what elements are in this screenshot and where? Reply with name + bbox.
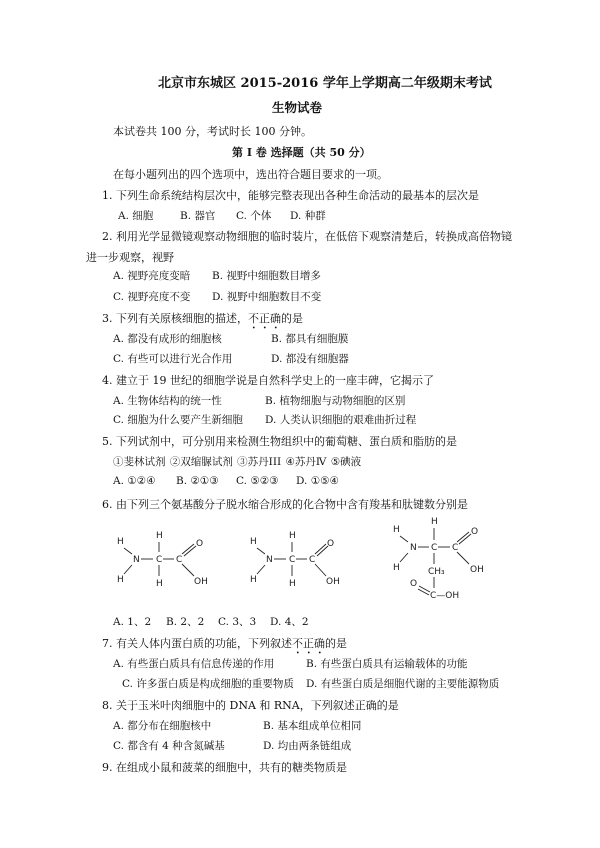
question-stem: 由下列三个氨基酸分子脱水缩合形成的化合物中含有羧基和肽键数分别是	[116, 498, 468, 511]
atom-h: H	[289, 579, 296, 589]
option-a: A. 1、2	[113, 616, 152, 628]
bond	[182, 564, 194, 576]
atom-c: C	[156, 555, 163, 565]
exam-title	[158, 72, 492, 91]
atom-h: H	[117, 537, 124, 547]
atom-n: N	[133, 555, 140, 565]
reagent-list: ①斐林试剂 ②双缩脲试剂 ③苏丹III ④苏丹Ⅳ ⑤碘液	[113, 456, 362, 468]
question-number: 6.	[102, 498, 113, 511]
option-c: C. 有些可以进行光合作用	[113, 353, 233, 365]
atom-h: H	[393, 563, 400, 573]
bond	[315, 564, 326, 576]
option-d: D. 视野中细胞数目不变	[212, 291, 322, 303]
exam-title-suffix: 学年上学期高二年级期末考试	[318, 76, 492, 91]
question-4	[102, 372, 434, 388]
option-b: B. 有些蛋白质具有运输载体的功能	[306, 658, 468, 670]
option-a: A. 都分布在细胞核中	[113, 720, 212, 732]
option-b: B. 2、2	[166, 616, 205, 628]
option-c: C. 3、3	[218, 616, 257, 628]
section-heading: 第 I 卷 选择题（共 50 分）	[232, 146, 371, 159]
question-3	[102, 310, 303, 332]
atom-n: N	[266, 555, 273, 565]
exam-title-years: 2015-2016	[240, 76, 319, 91]
atom-c: C	[176, 555, 183, 565]
exam-subject: 生物试卷	[272, 100, 323, 115]
option-d: D. 种群	[290, 210, 326, 222]
atom-o: O	[327, 539, 335, 549]
option-a: A. 生物体结构的统一性	[113, 395, 222, 407]
option-b: B. 视野中细胞数目增多	[212, 270, 321, 282]
amino-acid-3	[393, 517, 484, 601]
option-d: D. 都没有细胞器	[271, 353, 349, 365]
amino-acid-structures	[0, 510, 600, 610]
option-c: C. ⑤②③	[236, 475, 279, 487]
atom-c: C	[289, 555, 296, 565]
option-b: B. 基本组成单位相同	[263, 720, 362, 732]
option-c: C. 都含有 4 种含氮碱基	[113, 740, 225, 752]
atom-h: H	[393, 525, 400, 535]
atom-oh: OH	[194, 577, 208, 587]
atom-o: O	[410, 579, 418, 589]
atom-h: H	[250, 537, 257, 547]
atom-h: H	[117, 575, 124, 585]
question-7	[102, 635, 347, 657]
atom-h: H	[156, 531, 163, 541]
bond	[419, 586, 430, 592]
option-d: D. ①⑤④	[296, 475, 339, 487]
atom-oh: OH	[470, 565, 484, 575]
amino-acid-2	[250, 531, 340, 589]
question-number: 8.	[102, 699, 113, 712]
section-instruction: 在每小题列出的四个选项中，选出符合题目要求的一项。	[113, 168, 388, 181]
atom-h: H	[156, 579, 163, 589]
question-number: 2.	[102, 230, 113, 243]
option-c: C. 许多蛋白质是构成细胞的重要物质	[122, 678, 294, 690]
question-number: 4.	[102, 374, 113, 387]
question-number: 9.	[102, 761, 113, 774]
option-a: A. 都没有成形的细胞核	[113, 333, 222, 345]
option-d: D. 人类认识细胞的艰难曲折过程	[265, 414, 417, 426]
atom-h: H	[289, 531, 296, 541]
question-number: 5.	[102, 435, 113, 448]
atom-h: H	[250, 575, 257, 585]
bond	[257, 548, 265, 554]
atom-o: O	[471, 527, 479, 537]
question-stem: 下列有关原核细胞的描述，	[116, 312, 248, 325]
atom-c-oh: C—OH	[430, 591, 460, 601]
question-number: 1.	[102, 189, 113, 202]
option-d: D. 有些蛋白质是细胞代谢的主要能源物质	[306, 678, 500, 690]
atom-h: H	[431, 517, 438, 527]
option-a: A. ①②④	[113, 475, 156, 487]
bond	[457, 552, 469, 564]
question-stem: 下列试剂中，可分别用来检测生物组织中的葡萄糖、蛋白质和脂肪的是	[116, 435, 457, 448]
question-number: 3.	[102, 312, 113, 325]
question-8	[102, 697, 399, 713]
option-b: B. ②①③	[176, 475, 219, 487]
option-a: A. 细胞	[118, 210, 154, 222]
bond	[257, 565, 265, 574]
bond	[124, 548, 132, 554]
option-a: A. 有些蛋白质具有信息传递的作用	[113, 658, 275, 670]
bond	[400, 553, 408, 562]
question-stem: 在组成小鼠和菠菜的细胞中，共有的糖类物质是	[116, 761, 347, 774]
option-b: B. 都具有细胞膜	[271, 333, 349, 345]
bond	[400, 536, 408, 542]
atom-ch3: CH₃	[428, 567, 445, 577]
atom-c: C	[309, 555, 316, 565]
atom-n: N	[410, 543, 417, 553]
exam-intro: 本试卷共 100 分，考试时长 100 分钟。	[113, 125, 312, 138]
atom-c: C	[452, 543, 459, 553]
option-a: A. 视野亮度变暗	[113, 270, 191, 282]
atom-oh: OH	[326, 577, 340, 587]
atom-c: C	[431, 543, 438, 553]
emphasis-not-correct: 不正确	[248, 312, 281, 325]
question-2	[102, 228, 512, 244]
question-stem: 关于玉米叶肉细胞中的 DNA 和 RNA，下列叙述正确的是	[116, 699, 399, 712]
bond	[124, 565, 132, 574]
question-stem: 建立于 19 世纪的细胞学说是自然科学史上的一座丰碑，它揭示了	[116, 374, 434, 387]
option-d: D. 4、2	[270, 616, 309, 628]
question-5	[102, 433, 457, 449]
bond	[418, 589, 429, 595]
question-stem: 利用光学显微镜观察动物细胞的临时装片，在低倍下观察清楚后，转换成高倍物镜	[116, 230, 512, 243]
option-c: C. 视野亮度不变	[113, 291, 191, 303]
question-stem: 下列生命系统结构层次中，能够完整表现出各种生命活动的最基本的层次是	[116, 189, 479, 202]
option-b: B. 植物细胞与动物细胞的区别	[265, 395, 406, 407]
question-2-stem-continued: 进一步观察，视野	[86, 251, 174, 264]
question-stem: 有关人体内蛋白质的功能，下列叙述	[116, 637, 292, 650]
question-9	[102, 759, 347, 775]
question-number: 7.	[102, 637, 113, 650]
option-b: B. 器官	[180, 210, 216, 222]
option-d: D. 均由两条链组成	[263, 740, 352, 752]
amino-acid-1	[117, 531, 208, 589]
atom-o: O	[196, 539, 204, 549]
question-1	[102, 187, 479, 203]
exam-title-prefix: 北京市东城区	[158, 76, 241, 91]
option-c: C. 细胞为什么要产生新细胞	[113, 414, 243, 426]
question-stem-end: 的是	[281, 312, 303, 325]
option-c: C. 个体	[236, 210, 272, 222]
emphasis-not-correct: 不正确	[292, 637, 325, 650]
question-stem-end: 的是	[325, 637, 347, 650]
